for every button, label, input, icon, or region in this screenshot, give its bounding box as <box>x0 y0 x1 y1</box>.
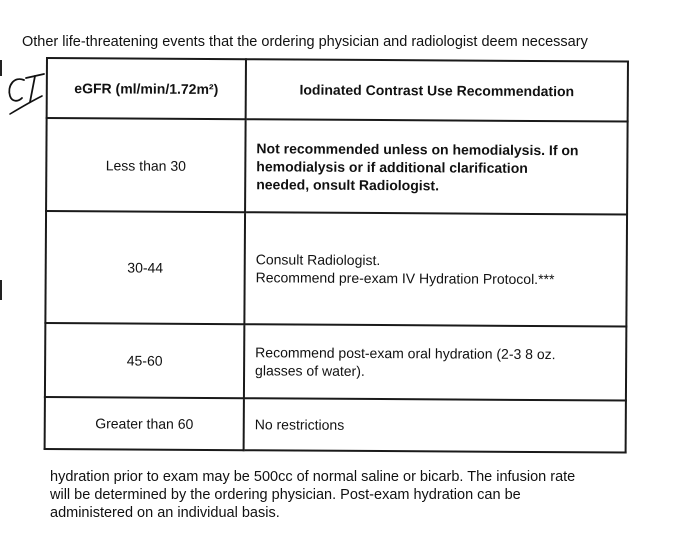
egfr-cell: 45-60 <box>45 323 244 398</box>
table-row <box>46 118 628 215</box>
recommendation-cell <box>244 212 627 326</box>
header-text: Other life-threatening events that the ordering physician and radiologist deem necessary <box>22 34 588 50</box>
recommendation-cell <box>244 398 626 452</box>
table-row <box>45 323 626 401</box>
recommendation-cell <box>245 119 628 214</box>
footer-line: will be determined by the ordering physician. Post-exam hydration can be <box>50 487 521 503</box>
recommendation-line: hemodialysis or if additional clarification <box>256 157 528 176</box>
recommendation-line: Recommend post-exam oral hydration (2-3 8 oz. <box>255 344 556 363</box>
table-row <box>45 397 626 453</box>
recommendation-line: Consult Radiologist. <box>255 251 381 269</box>
recommendation-line: needed, onsult Radiologist. <box>256 175 440 193</box>
recommendation-line: Not recommended unless on hemodialysis. If on <box>256 139 579 158</box>
page-edge-mark <box>0 60 2 76</box>
recommendation-cell <box>244 324 626 400</box>
page-edge-mark <box>0 280 2 300</box>
egfr-contrast-table <box>44 57 629 454</box>
handwritten-ct-annotation <box>4 72 48 118</box>
recommendation-line: Recommend pre-exam IV Hydration Protocol.*** <box>255 269 555 288</box>
egfr-cell: Greater than 60 <box>45 397 244 450</box>
table-row <box>45 211 627 327</box>
recommendation-column-header: Iodinated Contrast Use Recommendation <box>246 59 628 121</box>
footer-line: hydration prior to exam may be 500cc of normal saline or bicarb. The infusion rate <box>50 469 576 485</box>
footer-paragraph <box>50 468 640 522</box>
recommendation-line: glasses of water). <box>255 362 365 379</box>
table-header-row <box>47 58 628 122</box>
recommendation-line: No restrictions <box>254 416 345 433</box>
egfr-column-header: eGFR (ml/min/1.72m²) <box>47 58 246 119</box>
egfr-cell: Less than 30 <box>46 118 246 212</box>
egfr-cell: 30-44 <box>45 211 245 324</box>
footer-line: administered on an individual basis. <box>50 505 280 521</box>
